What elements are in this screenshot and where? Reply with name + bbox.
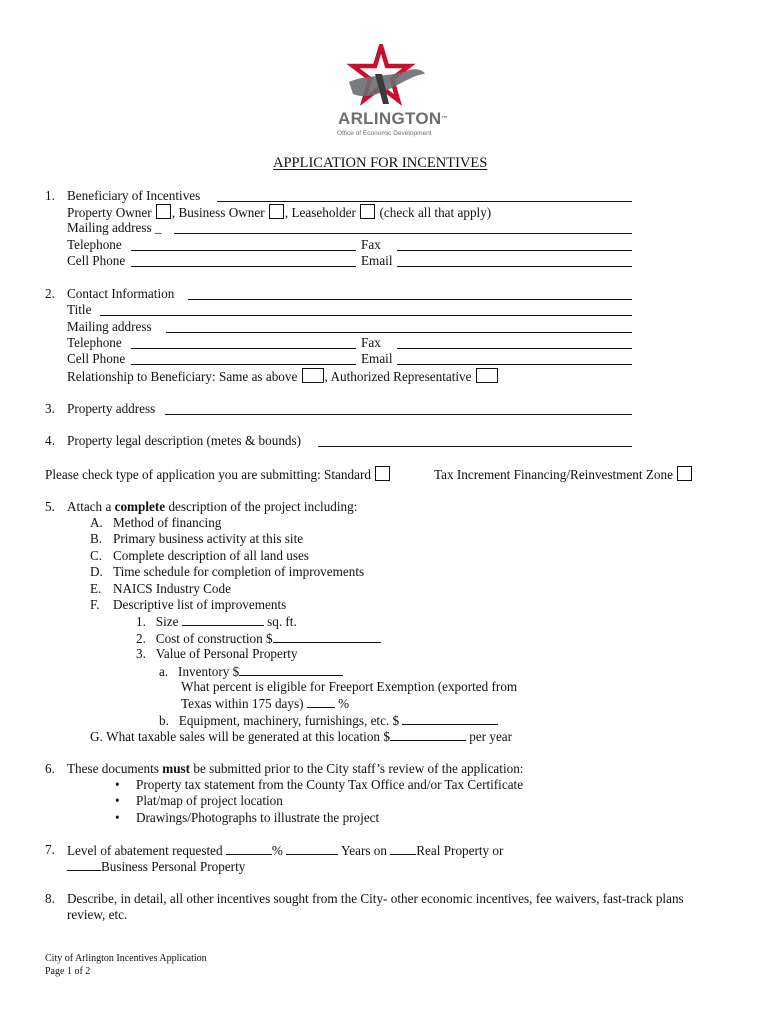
freeport-line-1: What percent is eligible for Freeport Exemption (exported from bbox=[181, 679, 518, 694]
s2-telephone-field[interactable] bbox=[131, 348, 356, 349]
s1-owner-row bbox=[67, 204, 491, 221]
size-row bbox=[136, 613, 297, 630]
logo-name: ARLINGTON bbox=[338, 109, 442, 128]
cost-row bbox=[136, 630, 381, 647]
logo-trademark: ™ bbox=[441, 116, 448, 122]
cost-label: Cost of construction $ bbox=[155, 631, 273, 646]
years-on-label: Years on bbox=[341, 843, 387, 858]
size-field[interactable] bbox=[182, 613, 264, 626]
same-as-above-checkbox[interactable] bbox=[302, 368, 324, 383]
equipment-letter: b. bbox=[159, 713, 169, 728]
s2-relationship-row bbox=[67, 368, 499, 385]
s2-email-label: Email bbox=[361, 351, 393, 366]
s7-row-1 bbox=[67, 842, 503, 859]
abatement-years-field[interactable] bbox=[286, 842, 338, 855]
s1-fax-label: Fax bbox=[361, 237, 381, 252]
inventory-row bbox=[159, 663, 343, 680]
sqft-label: sq. ft. bbox=[267, 614, 297, 629]
s5-item-e-text: NAICS Industry Code bbox=[113, 581, 231, 596]
s7-row-2 bbox=[67, 858, 245, 875]
s2-cell-label: Cell Phone bbox=[67, 351, 126, 366]
bullet-icon: • bbox=[115, 810, 120, 825]
taxable-sales-label: What taxable sales will be generated at this location $ bbox=[106, 729, 390, 744]
bullet-icon: • bbox=[115, 777, 120, 792]
abatement-percent-field[interactable] bbox=[226, 842, 272, 855]
vpp-number: 3. bbox=[136, 646, 146, 661]
standard-checkbox[interactable] bbox=[375, 466, 390, 481]
s6-bullet-2: Plat/map of project location bbox=[136, 793, 283, 808]
s5-item-a-letter: A. bbox=[90, 515, 103, 530]
logo-subtitle: Office of Economic Development bbox=[337, 130, 432, 137]
s6-bullet-3: Drawings/Photographs to illustrate the project bbox=[136, 810, 380, 825]
business-personal-property-field[interactable] bbox=[67, 858, 101, 871]
relationship-label: Relationship to Beneficiary: Same as above bbox=[67, 369, 298, 384]
per-year-label: per year bbox=[469, 729, 513, 744]
s6-number: 6. bbox=[45, 761, 55, 776]
inventory-label: Inventory $ bbox=[178, 664, 240, 679]
s5-item-c-text: Complete description of all land uses bbox=[113, 548, 309, 563]
real-property-field[interactable] bbox=[390, 842, 416, 855]
s2-telephone-label: Telephone bbox=[67, 335, 122, 350]
freeport-pre: Texas within 175 days) bbox=[181, 696, 304, 711]
footer-line-1: City of Arlington Incentives Application bbox=[45, 953, 207, 964]
business-owner-label: , Business Owner bbox=[171, 205, 265, 220]
arlington-logo bbox=[335, 44, 448, 139]
s1-email-label: Email bbox=[361, 253, 393, 268]
s1-beneficiary-label: Beneficiary of Incentives bbox=[67, 188, 201, 203]
s6-heading-post: be submitted prior to the City staff’s review of the application: bbox=[190, 761, 524, 776]
s5-item-d-text: Time schedule for completion of improvements bbox=[113, 564, 365, 579]
s8-line-1: Describe, in detail, all other incentives sought from the City- other economic incentives, fee waivers, fast-track plans bbox=[67, 891, 684, 906]
s6-heading-bold: must bbox=[162, 761, 191, 776]
cost-number: 2. bbox=[136, 631, 146, 646]
s2-contact-label: Contact Information bbox=[67, 286, 175, 301]
footer-page-number: Page 1 of 2 bbox=[45, 966, 91, 977]
s5-item-c-letter: C. bbox=[90, 548, 103, 563]
freeport-percent-field[interactable] bbox=[307, 695, 335, 708]
property-owner-checkbox[interactable] bbox=[156, 204, 171, 219]
size-label: Size bbox=[155, 614, 179, 629]
s8-line-2: review, etc. bbox=[67, 907, 128, 922]
taxable-sales-row bbox=[90, 728, 512, 745]
s1-number: 1. bbox=[45, 188, 55, 203]
s5-heading-bold: complete bbox=[114, 499, 166, 514]
taxable-sales-letter: G. bbox=[90, 729, 103, 744]
equipment-label: Equipment, machinery, furnishings, etc. $ bbox=[178, 713, 400, 728]
s5-heading-post: description of the project including: bbox=[165, 499, 358, 514]
star-logo-icon bbox=[335, 44, 445, 112]
beneficiary-field[interactable] bbox=[217, 201, 632, 202]
s1-cell-field[interactable] bbox=[131, 266, 356, 267]
tif-label: Tax Increment Financing/Reinvestment Zone bbox=[434, 467, 673, 482]
check-all-label: (check all that apply) bbox=[376, 205, 492, 220]
vpp-row bbox=[136, 646, 298, 662]
freeport-line-2 bbox=[181, 695, 349, 712]
real-property-label: Real Property or bbox=[416, 843, 504, 858]
s4-number: 4. bbox=[45, 433, 55, 448]
s1-email-field[interactable] bbox=[397, 266, 632, 267]
taxable-sales-field[interactable] bbox=[390, 728, 466, 741]
equipment-row bbox=[159, 712, 498, 729]
authorized-rep-checkbox[interactable] bbox=[476, 368, 498, 383]
cost-field[interactable] bbox=[273, 630, 381, 643]
s5-item-f-text: Descriptive list of improvements bbox=[113, 597, 287, 612]
s1-telephone-label: Telephone bbox=[67, 237, 122, 252]
leaseholder-label: , Leaseholder bbox=[284, 205, 356, 220]
inventory-letter: a. bbox=[159, 664, 169, 679]
s3-number: 3. bbox=[45, 401, 55, 416]
s6-heading-pre: These documents bbox=[67, 761, 163, 776]
s5-heading-pre: Attach a bbox=[67, 499, 115, 514]
size-number: 1. bbox=[136, 614, 146, 629]
vpp-label: Value of Personal Property bbox=[155, 646, 298, 661]
business-personal-property-label: Business Personal Property bbox=[101, 859, 246, 874]
inventory-field[interactable] bbox=[239, 663, 343, 676]
legal-description-field[interactable] bbox=[318, 446, 632, 447]
s5-item-b-text: Primary business activity at this site bbox=[113, 531, 304, 546]
authorized-label: , Authorized Representative bbox=[324, 369, 472, 384]
s7-number: 7. bbox=[45, 842, 55, 857]
s5-item-e-letter: E. bbox=[90, 581, 102, 596]
page-title: APPLICATION FOR INCENTIVES bbox=[273, 155, 488, 171]
s2-fax-field[interactable] bbox=[397, 348, 632, 349]
logo-wordmark bbox=[338, 110, 448, 128]
s6-bullet-1: Property tax statement from the County Tax Office and/or Tax Certificate bbox=[136, 777, 524, 792]
s4-label: Property legal description (metes & bounds) bbox=[67, 433, 302, 448]
s2-number: 2. bbox=[45, 286, 55, 301]
s1-fax-field[interactable] bbox=[397, 250, 632, 251]
bullet-icon: • bbox=[115, 793, 120, 808]
s8-number: 8. bbox=[45, 891, 55, 906]
s5-heading bbox=[67, 499, 357, 515]
s5-number: 5. bbox=[45, 499, 55, 514]
s5-item-f-letter: F. bbox=[90, 597, 100, 612]
s2-title-label: Title bbox=[67, 302, 92, 317]
s3-label: Property address bbox=[67, 401, 156, 416]
s5-item-a-text: Method of financing bbox=[113, 515, 222, 530]
business-owner-checkbox[interactable] bbox=[269, 204, 284, 219]
s2-mailing-field[interactable] bbox=[166, 332, 632, 333]
freeport-post: % bbox=[338, 696, 350, 711]
tif-row bbox=[434, 466, 693, 483]
s2-title-field[interactable] bbox=[100, 315, 632, 316]
tif-checkbox[interactable] bbox=[677, 466, 692, 481]
s2-cell-field[interactable] bbox=[131, 364, 356, 365]
s1-telephone-field[interactable] bbox=[131, 250, 356, 251]
application-type-row bbox=[45, 466, 391, 483]
s2-fax-label: Fax bbox=[361, 335, 381, 350]
s6-heading bbox=[67, 761, 523, 777]
s2-contact-field[interactable] bbox=[188, 299, 632, 300]
s5-item-b-letter: B. bbox=[90, 531, 103, 546]
abatement-percent-sign: % bbox=[271, 843, 283, 858]
s5-item-d-letter: D. bbox=[90, 564, 103, 579]
equipment-field[interactable] bbox=[402, 712, 498, 725]
application-type-prompt: Please check type of application you are submitting: Standard bbox=[45, 467, 371, 482]
s2-mailing-label: Mailing address bbox=[67, 319, 152, 334]
abatement-level-label: Level of abatement requested bbox=[67, 843, 223, 858]
s2-email-field[interactable] bbox=[397, 364, 632, 365]
s1-cell-label: Cell Phone bbox=[67, 253, 126, 268]
leaseholder-checkbox[interactable] bbox=[360, 204, 375, 219]
s1-mailing-label: Mailing address _ bbox=[67, 220, 162, 235]
property-owner-label: Property Owner bbox=[67, 205, 152, 220]
property-address-field[interactable] bbox=[165, 414, 632, 415]
s1-mailing-field[interactable] bbox=[174, 233, 632, 234]
